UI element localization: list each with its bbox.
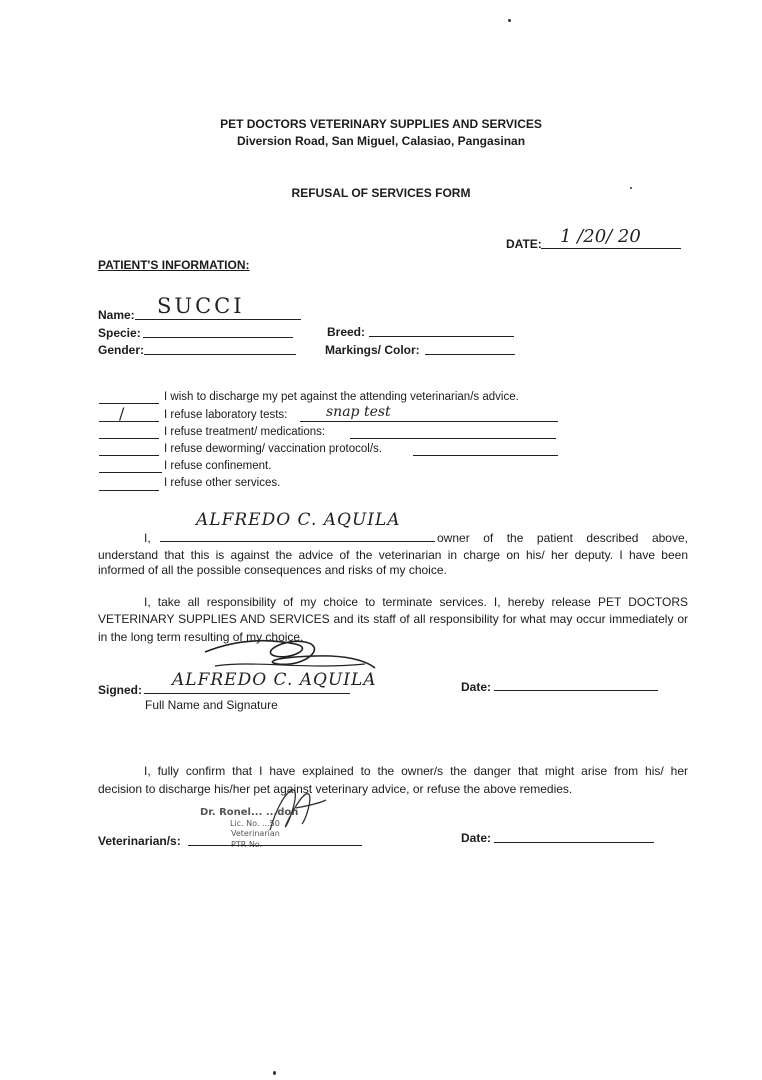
veterinarian-line [188,845,362,846]
statement1-line1-wrap [437,530,688,548]
markings-label: Markings/ Color: [325,343,420,357]
patient-section-title: PATIENT'S INFORMATION: [98,258,250,272]
statement3-line2: decision to discharge his/her pet against veterinary advice, or refuse the above remedies. [98,782,573,796]
signed-name-value: ALFREDO C. AQUILA [172,670,377,690]
date-line [541,248,681,249]
speck [508,19,511,22]
check-blank-5 [99,472,162,473]
name-label: Name: [98,308,135,322]
gender-line [144,354,296,355]
veterinarian-date-line [494,842,654,843]
stamp-ptr: PTR No. [231,840,263,849]
check-detail-line-2 [300,421,558,422]
statement1-prefix: I, [144,531,151,545]
signed-date-label: Date: [461,680,492,694]
statement2-line3: in the long term resulting of my choice. [98,630,304,644]
check-label-5: I refuse confinement. [164,460,272,472]
owner-name-line [160,541,435,542]
gender-label: Gender: [98,343,145,357]
signed-label: Signed: [98,683,142,697]
check-label-3: I refuse treatment/ medications: [164,426,326,438]
stamp-license: Lic. No. ...50 [230,819,280,828]
check-mark-2: / [119,404,125,423]
check-label-6: I refuse other services. [164,477,281,489]
breed-line [369,336,514,337]
statement1-line1: owner of the patient described above, [437,531,688,545]
check-label-4: I refuse deworming/ vaccination protocol/s. [164,443,382,455]
specie-line [143,337,293,338]
check-detail-line-4 [413,455,558,456]
check-blank-3 [99,438,159,439]
org-name: PET DOCTORS VETERINARY SUPPLIES AND SERVICES [220,117,542,131]
breed-label: Breed: [327,325,366,339]
check-blank-4 [99,455,159,456]
signed-date-line [494,690,658,691]
specie-label: Specie: [98,326,141,340]
patient-name-value: SUCCI [157,294,245,318]
statement2-line2: VETERINARY SUPPLIES AND SERVICES and its staff of all responsibility for what may occur immediately or [98,612,688,626]
markings-line [425,354,515,355]
statement1-line3: informed of all the possible consequences and risks of my choice. [98,563,447,577]
date-value: 1 /20/ 20 [560,226,641,247]
veterinarian-date-label: Date: [461,831,492,845]
signed-caption: Full Name and Signature [145,698,278,712]
check-blank-6 [99,490,159,491]
check-blank-2 [99,421,159,422]
signed-line [144,693,350,694]
statement3-line1-wrap [144,763,688,781]
check-label-2: I refuse laboratory tests: [164,409,288,421]
statement1-line2: understand that this is against the advice of the veterinarian in charge on his/ her deputy. I have been [98,548,688,562]
stamp-name: Dr. Ronel... ...don [200,807,299,818]
check-label-1: I wish to discharge my pet against the attending veterinarian/s advice. [164,391,519,403]
stamp-title: Veterinarian [231,829,280,838]
statement2-line1-wrap [144,594,688,612]
speck [273,1071,276,1075]
vet-signature-scribble [262,786,332,836]
name-line [135,319,301,320]
form-title: REFUSAL OF SERVICES FORM [291,186,471,200]
check-detail-line-3 [350,438,556,439]
veterinarian-label: Veterinarian/s: [98,834,181,848]
owner-name-value: ALFREDO C. AQUILA [196,510,401,530]
statement2-line1: I, take all responsibility of my choice to terminate services. I, hereby release PET DOCTORS [144,595,688,609]
org-address: Diversion Road, San Miguel, Calasiao, Pangasinan [236,134,526,148]
date-label: DATE: [506,237,542,251]
statement2-line2-wrap [98,611,688,629]
statement3-line1: I, fully confirm that I have explained to the owner/s the danger that might arise from his/ her [144,764,688,778]
lab-test-detail: snap test [326,404,391,420]
check-blank-1 [99,403,159,404]
